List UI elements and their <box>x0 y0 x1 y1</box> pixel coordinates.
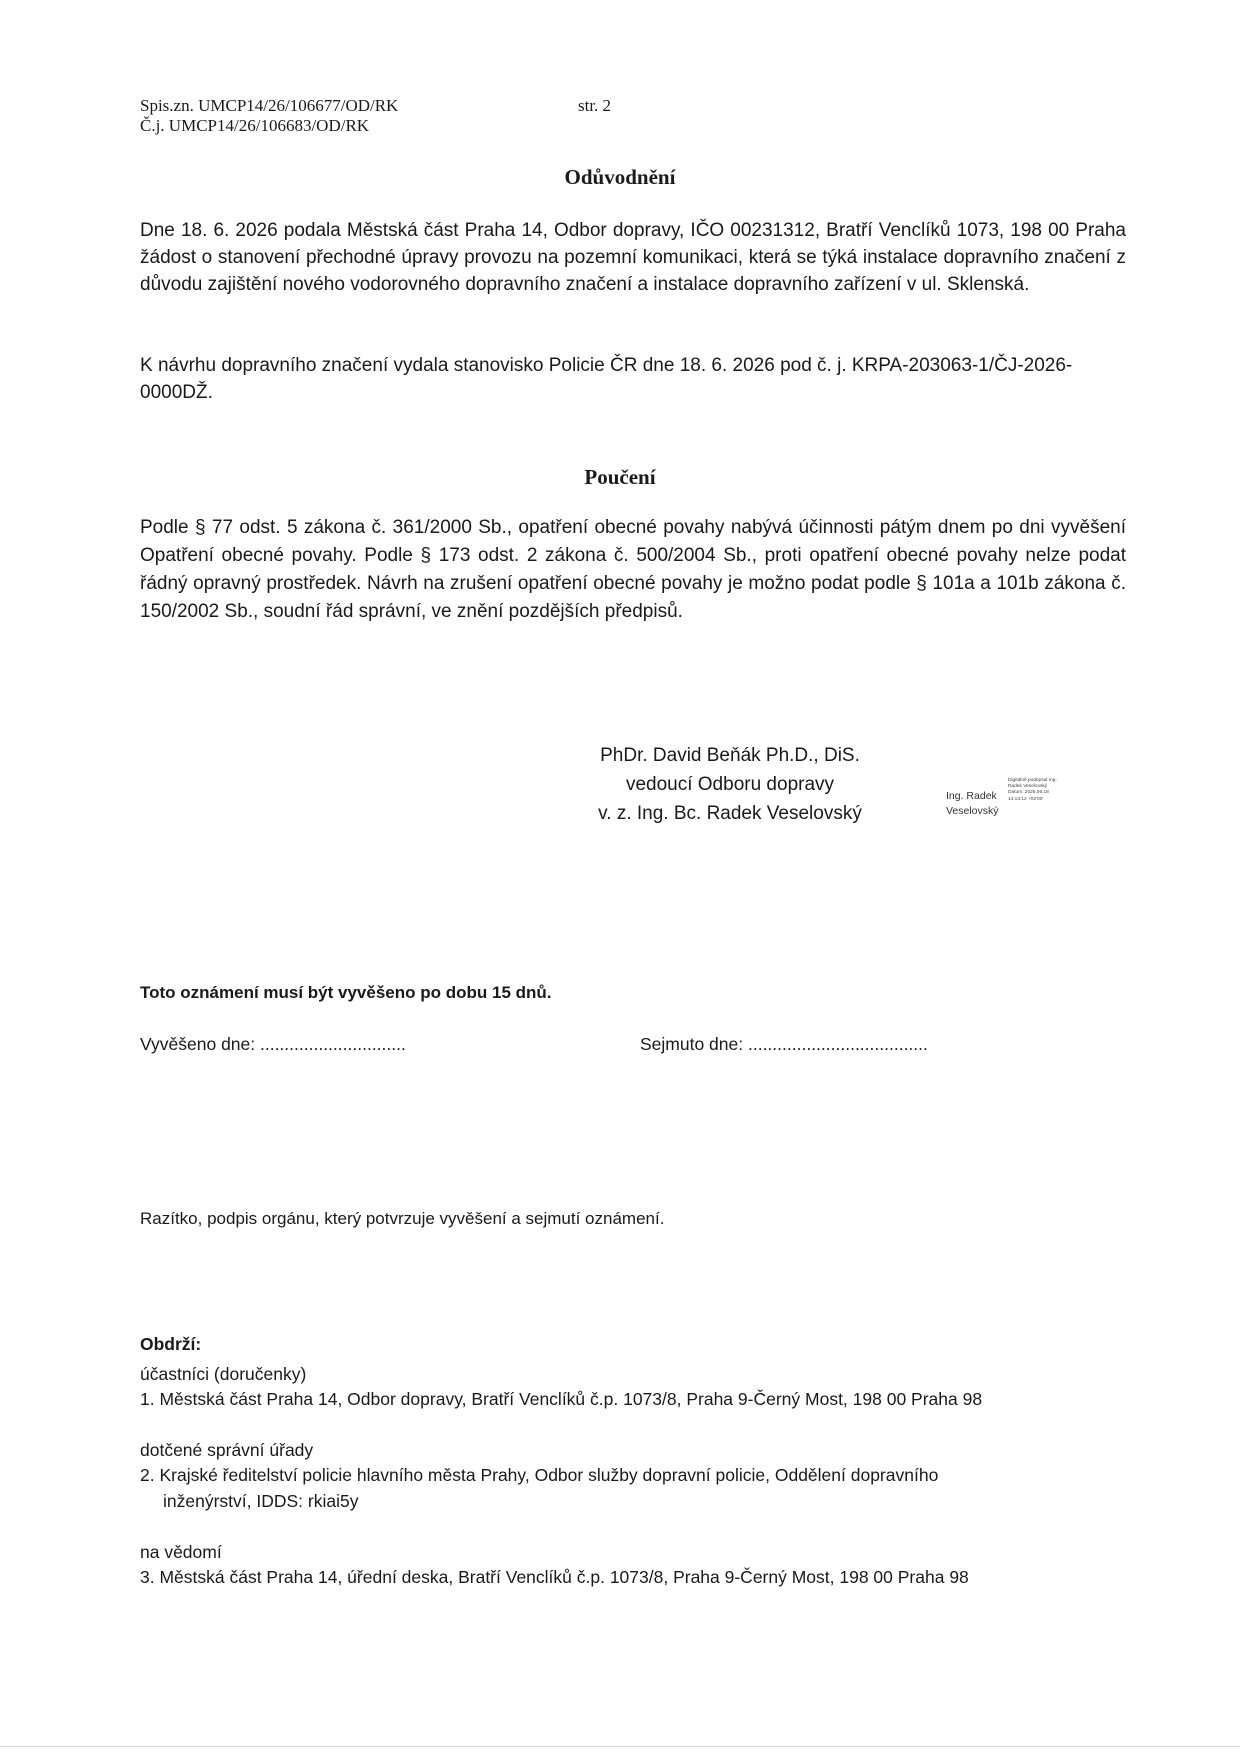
recipient-item-2: 2. Krajské ředitelství policie hlavního města Prahy, Odbor služby dopravní policie, Oddělení dopravního <box>140 1465 939 1485</box>
justification-title: Odůvodnění <box>564 165 676 189</box>
reference-number: Č.j. UMCP14/26/106683/OD/RK <box>140 116 370 135</box>
justification-paragraph-2: K návrhu dopravního značení vydala stanovisko Policie ČR dne 18. 6. 2026 pod č. j. KRPA-203063-1/ČJ-2026-0000DŽ. <box>140 355 1073 403</box>
signatory-role: vedoucí Odboru dopravy <box>625 774 835 795</box>
recipients-group-participants: účastníci (doručenky) <box>140 1364 307 1384</box>
justification-paragraph-1: Dne 18. 6. 2026 podala Městská část Praha 14, Odbor dopravy, IČO 00231312, Bratří Venclíků 1073, 198 00 Praha žádost o stanovení přechodné úpravy provozu na pozemní komunikaci, která se týká instalace dopravního značení z důvodu zajištění nového vodorovného dopravního značení a instalace dopravního zařízení v ul. Sklenská. <box>140 220 1126 295</box>
instruction-paragraph: Podle § 77 odst. 5 zákona č. 361/2000 Sb., opatření obecné povahy nabývá účinnosti pátým dnem po dni vyvěšení Opatření obecné povahy. Podle § 173 odst. 2 zákona č. 500/2004 Sb., proti opatření obecné povahy nelze podat řádný opravný prostředek. Návrh na zrušení opatření obecné povahy je možno podat podle § 101a a 101b zákona č. 150/2002 Sb., soudní řád správní, ve znění pozdějších předpisů. <box>140 517 1126 622</box>
signatory-name: PhDr. David Beňák Ph.D., DiS. <box>600 745 860 766</box>
file-number: Spis.zn. UMCP14/26/106677/OD/RK <box>140 96 399 115</box>
stamp-name-line-2: Veselovský <box>946 805 999 817</box>
removed-date-field: Sejmuto dne: ..................................... <box>640 1034 928 1054</box>
stamp-name-line-1: Ing. Radek <box>946 790 997 802</box>
stamp-instruction: Razítko, podpis orgánu, který potvrzuje vyvěšení a sejmutí oznámení. <box>140 1209 665 1228</box>
digital-signature-stamp <box>946 778 1056 828</box>
recipients-title: Obdrží: <box>140 1334 202 1354</box>
page-bottom-edge <box>0 1746 1240 1747</box>
signatory-deputy: v. z. Ing. Bc. Radek Veselovský <box>598 803 862 824</box>
instruction-title: Poučení <box>584 465 656 489</box>
stamp-details: Digitálně podepsal Ing. Radek Veselovský Datum: 2026.06.18 14:13:12 +02'00' <box>1008 778 1057 802</box>
posting-notice-title: Toto oznámení musí být vyvěšeno po dobu 15 dnů. <box>140 983 552 1002</box>
recipient-item-1: 1. Městská část Praha 14, Odbor dopravy, Bratří Venclíků č.p. 1073/8, Praha 9-Černý Most, 198 00 Praha 98 <box>140 1389 983 1409</box>
recipient-item-2-continued: inženýrství, IDDS: rkiai5y <box>163 1491 359 1511</box>
recipient-item-3: 3. Městská část Praha 14, úřední deska, Bratří Venclíků č.p. 1073/8, Praha 9-Černý Most, 198 00 Praha 98 <box>140 1567 969 1587</box>
recipients-group-for-information: na vědomí <box>140 1542 222 1562</box>
posted-date-field: Vyvěšeno dne: .............................. <box>140 1034 406 1054</box>
recipients-group-authorities: dotčené správní úřady <box>140 1440 314 1460</box>
page-number: str. 2 <box>578 96 612 115</box>
